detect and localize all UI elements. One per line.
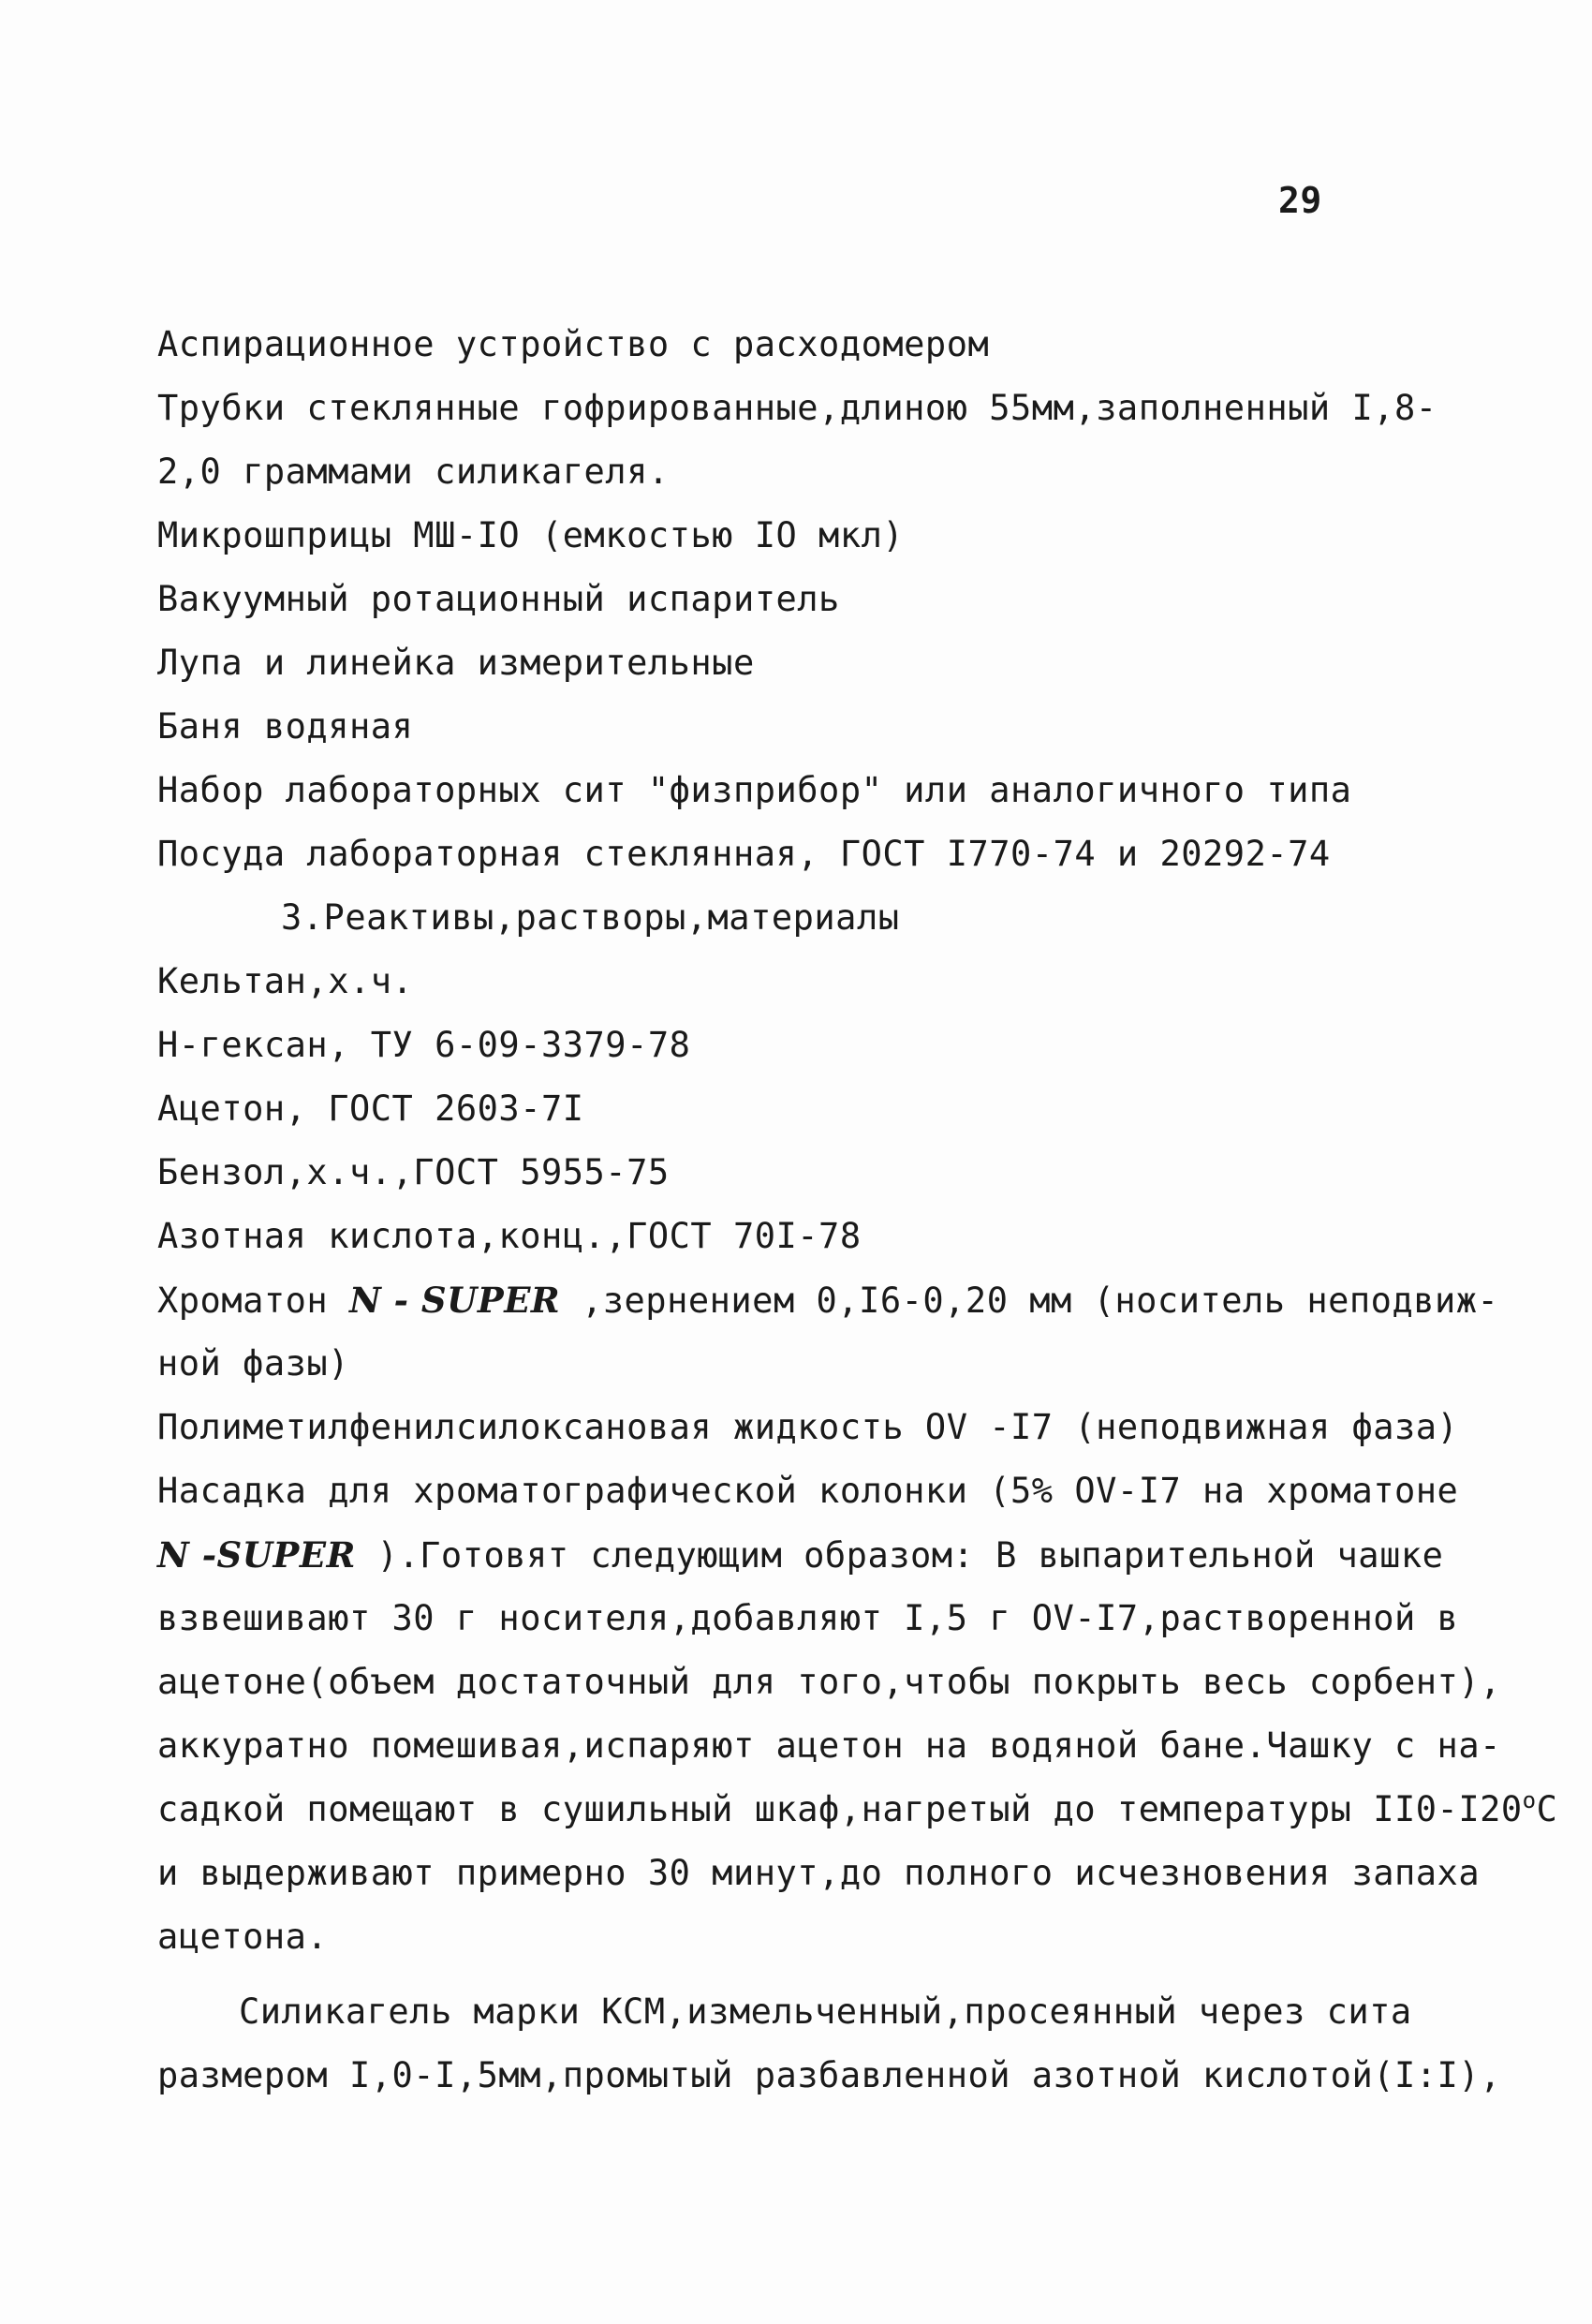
text-fragment: ).Готовят следующим образом: В выпарительной чашке	[355, 1535, 1444, 1576]
handwritten-insert: N -SUPER	[157, 1534, 356, 1576]
text-line: Азотная кислота,конц.,ГОСТ 70I-78	[157, 1216, 862, 1256]
text-line: Аспирационное устройство с расходомером	[157, 324, 990, 364]
text-line: Баня водяная	[157, 706, 414, 747]
text-line-chromaton	[157, 1280, 1498, 1322]
text-line: Ацетон, ГОСТ 2603-7I	[157, 1088, 584, 1129]
handwritten-insert: N - SUPER	[348, 1280, 561, 1321]
text-line: Трубки стеклянные гофрированные,длиною 55мм,заполненный I,8-	[157, 388, 1437, 428]
text-line: Насадка для хроматографической колонки (5% OV-I7 на хроматоне	[157, 1471, 1459, 1511]
text-line: Посуда лабораторная стеклянная, ГОСТ I770-74 и 20292-74	[157, 834, 1331, 874]
text-line: Лупа и линейка измерительные	[157, 643, 755, 683]
text-line: ной фазы)	[157, 1343, 349, 1384]
degree-mark: о	[1522, 1787, 1537, 1813]
text-line: Полиметилфенилсилоксановая жидкость OV -I7 (неподвижная фаза)	[157, 1407, 1459, 1447]
paragraph-start: Силикагель марки КСМ,измельченный,просеянный через сита	[239, 1991, 1412, 2032]
text-line: Набор лабораторных сит "физприбор" или аналогичного типа	[157, 770, 1352, 810]
text-line-n-super	[157, 1534, 1443, 1576]
text-fragment: ,зернением 0,I6-0,20 мм (носитель неподвиж-	[560, 1280, 1499, 1321]
text-line: и выдерживают примерно 30 минут,до полного исчезновения запаха	[157, 1853, 1481, 1893]
text-fragment: садкой помещают в сушильный шкаф,нагретый до температуры II0-I20	[157, 1789, 1523, 1829]
text-line: размером I,0-I,5мм,промытый разбавленной азотной кислотой(I:I),	[157, 2055, 1501, 2095]
text-line: Вакуумный ротационный испаритель	[157, 579, 840, 619]
text-line: 2,0 граммами силикагеля.	[157, 451, 670, 492]
page-number: 29	[1278, 180, 1322, 221]
text-line-temperature	[157, 1789, 1557, 1830]
text-line: Бензол,х.ч.,ГОСТ 5955-75	[157, 1152, 670, 1192]
text-line: взвешивают 30 г носителя,добавляют I,5 г OV-I7,растворенной в	[157, 1598, 1459, 1638]
text-line: аккуратно помешивая,испаряют ацетон на водяной бане.Чашку с на-	[157, 1725, 1501, 1766]
text-fragment: Хроматон	[157, 1280, 349, 1321]
text-line: ацетоне(объем достаточный для того,чтобы покрыть весь сорбент),	[157, 1662, 1501, 1702]
text-line: Микрошприцы МШ-IO (емкостью IO мкл)	[157, 515, 905, 555]
text-line: Н-гексан, ТУ 6-09-3379-78	[157, 1025, 691, 1065]
text-line: ацетона.	[157, 1917, 329, 1957]
section-heading: 3.Реактивы,растворы,материалы	[281, 897, 900, 938]
text-line: Кельтан,х.ч.	[157, 961, 414, 1001]
text-fragment: С	[1536, 1789, 1558, 1829]
